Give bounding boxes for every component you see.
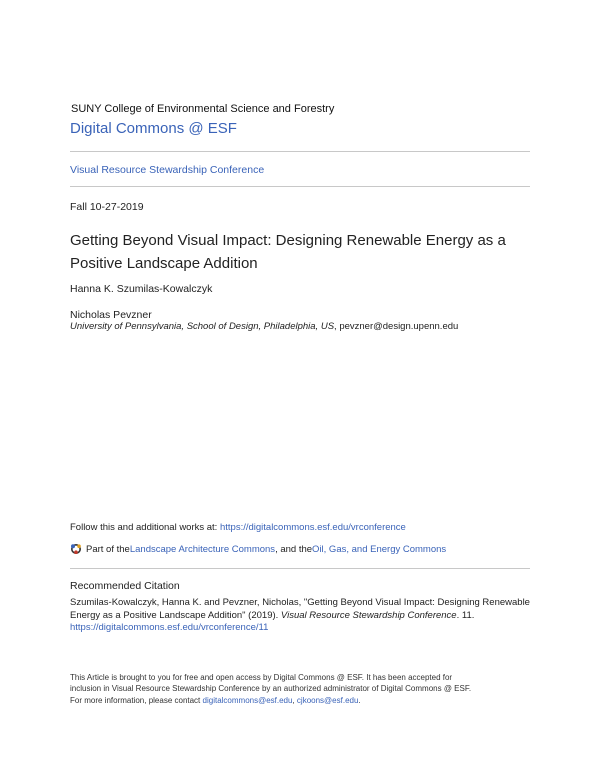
author-name: Nicholas Pevzner [70,309,152,321]
author-name: Hanna K. Szumilas-Kowalczyk [70,283,213,295]
affiliation-separator: , [334,321,340,332]
author-affiliation [70,321,458,332]
affiliation-text: University of Pennsylvania, School of Design, Philadelphia, US [70,321,335,332]
landscape-architecture-commons-link[interactable]: Landscape Architecture Commons [129,543,276,555]
citation-text: Szumilas-Kowalczyk, Hanna K. and Pevzner, Nicholas, "Getting Beyond Visual Impact: Designing Renewable Energy as a Positive Landscape Addition" (2019). [70,597,530,621]
citation-journal: Visual Resource Stewardship Conference [280,609,457,621]
commons-network-icon [70,543,82,555]
contact-email-link[interactable]: digitalcommons@esf.edu [202,695,293,705]
divider-citation [70,568,530,569]
contact-email-link-2[interactable]: cjkoons@esf.edu [296,695,359,705]
follow-line [70,522,406,533]
part-of-middle: , and the [275,543,313,555]
oil-gas-energy-commons-link[interactable]: Oil, Gas, and Energy Commons [312,543,447,555]
series-link[interactable]: Visual Resource Stewardship Conference [70,164,265,176]
footer-line-3-prefix: For more information, please contact [70,695,203,705]
author-email: pevzner@design.upenn.edu [339,321,459,332]
follow-link[interactable]: https://digitalcommons.esf.edu/vrconference [219,522,406,533]
part-of-prefix: Part of the [86,543,130,555]
divider-top [70,151,530,152]
institution-name: SUNY College of Environmental Science and Forestry [71,103,335,115]
footer-line-3-suffix: . [358,695,361,705]
divider-series [70,186,530,187]
article-title: Getting Beyond Visual Impact: Designing Renewable Energy as a Positive Landscape Addition [70,232,506,272]
recommended-citation-heading: Recommended Citation [70,580,180,592]
footer-line-1: This Article is brought to you for free and open access by Digital Commons @ ESF. It has been accepted for [70,673,453,682]
publication-date: Fall 10-27-2019 [70,201,144,213]
follow-prefix: Follow this and additional works at: [70,522,220,533]
citation-link[interactable]: https://digitalcommons.esf.edu/vrconference/11 [70,622,269,633]
part-of-line [70,543,446,555]
recommended-citation [70,597,535,635]
citation-number: . 11. [456,609,475,621]
access-notice [70,672,540,706]
footer-email-separator: , [292,695,297,705]
repository-link[interactable]: Digital Commons @ ESF [70,120,237,137]
footer-line-2: inclusion in Visual Resource Stewardship Conference by an authorized administrator of Digital Commons @ ESF. [70,684,472,694]
